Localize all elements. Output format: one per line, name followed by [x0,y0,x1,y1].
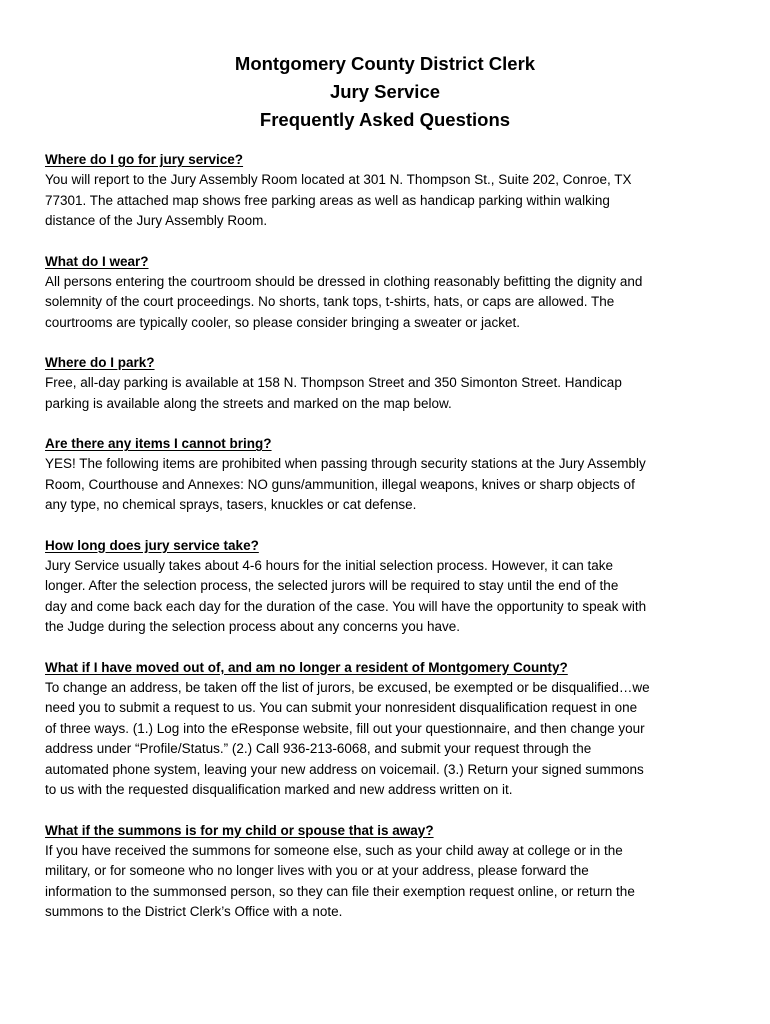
faq-answer-line: Free, all-day parking is available at 158 N. Thompson Street and 350 Simonton Street. Handicap [45,375,622,390]
faq-answer-line: information to the summonsed person, so they can file their exemption request online, or return the [45,883,635,899]
faq-answer [45,678,725,801]
faq-answer-line: All persons entering the courtroom should be dressed in clothing reasonably befitting the dignity and [45,273,643,289]
faq-answer-line: You will report to the Jury Assembly Room located at 301 N. Thompson St., Suite 202, Conroe, TX [45,172,632,187]
faq-item [45,536,725,638]
faq-item [45,252,725,334]
faq-question: Where do I park? [45,355,155,370]
faq-answer-line: address under “Profile/Status.” (2.) Call 936-213-6068, and submit your request through the [45,741,592,756]
faq-item [45,150,725,232]
faq-item [45,658,725,801]
faq-item [45,821,725,923]
faq-answer-line: of three ways. (1.) Log into the eResponse website, fill out your questionnaire, and then change your [45,720,645,736]
faq-question: Where do I go for jury service? [45,152,244,167]
faq-answer [45,170,725,232]
faq-answer [45,373,725,414]
faq-answer-line: military, or for someone who no longer lives with you or at your address, please forward the [45,863,589,878]
faq-answer-line: to us with the requested disqualification marked and new address written on it. [45,782,513,797]
faq-answer-line: automated phone system, leaving your new address on voicemail. (3.) Return your signed summons [45,761,644,777]
faq-answer-line: 77301. The attached map shows free parking areas as well as handicap parking within walking [45,192,610,208]
faq-answer [45,841,725,923]
faq-answer [45,272,725,334]
faq-answer-line: Jury Service usually takes about 4-6 hours for the initial selection process. However, it can take [45,557,614,573]
header-title: Montgomery County District Clerk [234,53,536,74]
faq-answer-line: distance of the Jury Assembly Room. [45,213,268,228]
faq-question: What if the summons is for my child or spouse that is away? [45,822,434,838]
faq-answer-line: solemnity of the court proceedings. No shorts, tank tops, t-shirts, hats, or caps are allowed. The [45,294,615,309]
faq-document [45,50,725,943]
faq-question: Are there any items I cannot bring? [45,436,272,451]
faq-answer-line: To change an address, be taken off the list of jurors, be excused, be exempted or be disqualified…we [45,679,650,695]
faq-answer [45,454,725,516]
faq-answer-line: parking is available along the streets and marked on the map below. [45,395,452,411]
faq-answer-line: day and come back each day for the duration of the case. You will have the opportunity to speak with [45,598,647,614]
document-header [45,50,725,134]
faq-answer [45,556,725,638]
faq-answer-line: courtrooms are typically cooler, so please consider bringing a sweater or jacket. [45,314,520,330]
faq-answer-line: need you to submit a request to us. You can submit your nonresident disqualification request in one [45,700,638,715]
header-faq-title: Frequently Asked Questions [259,109,511,130]
faq-answer-line: summons to the District Clerk’s Office with a note. [45,904,343,919]
faq-item [45,353,725,414]
header-subtitle: Jury Service [329,81,441,102]
faq-answer-line: any type, no chemical sprays, tasers, knuckles or cat defense. [45,497,417,512]
faq-answer-line: Room, Courthouse and Annexes: NO guns/ammunition, illegal weapons, knives or sharp objects of [45,476,635,492]
faq-answer-line: the Judge during the selection process about any concerns you have. [45,619,461,634]
faq-item [45,434,725,516]
faq-answer-line: YES! The following items are prohibited when passing through security stations at the Jury Assembly [45,456,646,471]
faq-question: What do I wear? [45,253,149,269]
faq-question: How long does jury service take? [45,537,259,553]
faq-list [45,150,725,923]
faq-answer-line: longer. After the selection process, the selected jurors will be required to stay until the end of the [45,578,619,593]
faq-answer-line: If you have received the summons for someone else, such as your child away at college or in the [45,842,623,858]
faq-question: What if I have moved out of, and am no longer a resident of Montgomery County? [45,659,568,675]
